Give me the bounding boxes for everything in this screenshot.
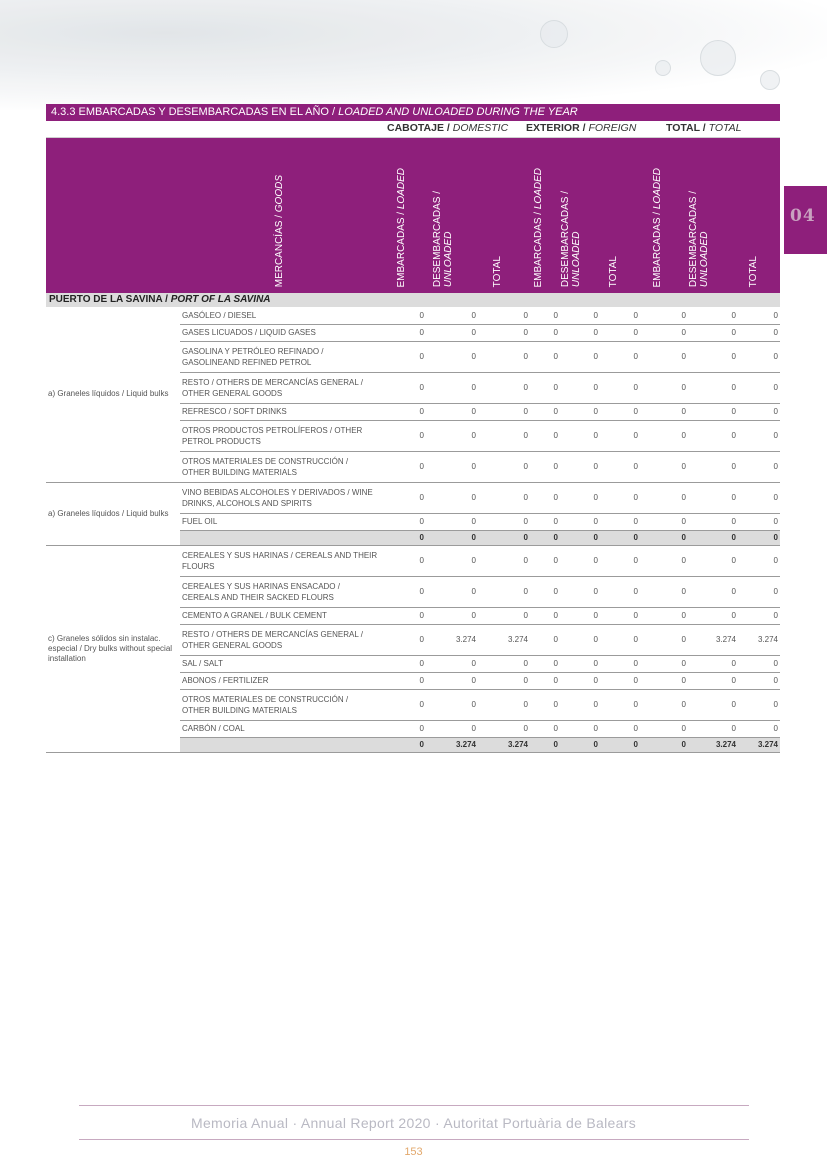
value-cell: 3.274 xyxy=(426,624,478,655)
port-row: PUERTO DE LA SAVINA / PORT OF LA SAVINA xyxy=(46,293,780,307)
header-total-unloaded: DESEMBARCADAS / UNLOADED xyxy=(688,190,710,287)
value-cell: 0 xyxy=(640,451,688,482)
value-cell: 0 xyxy=(688,513,738,530)
value-cell: 0 xyxy=(600,372,640,403)
value-cell: 0 xyxy=(688,403,738,420)
value-cell: 0 xyxy=(738,655,780,672)
value-cell: 0 xyxy=(600,545,640,576)
goods-name: OTROS MATERIALES DE CONSTRUCCIÓN / OTHER BUILDING MATERIALS xyxy=(180,451,380,482)
value-cell: 0 xyxy=(478,307,530,324)
value-cell: 0 xyxy=(560,482,600,513)
value-cell: 0 xyxy=(640,576,688,607)
column-headers xyxy=(46,138,780,293)
total-label xyxy=(180,530,380,545)
value-cell: 0 xyxy=(688,576,738,607)
total-cell: 0 xyxy=(738,530,780,545)
value-cell: 0 xyxy=(380,607,426,624)
goods-name: CEREALES Y SUS HARINAS / CEREALS AND THEIR FLOURS xyxy=(180,545,380,576)
value-cell: 0 xyxy=(738,672,780,689)
value-cell: 0 xyxy=(738,307,780,324)
value-cell: 0 xyxy=(560,341,600,372)
value-cell: 0 xyxy=(478,482,530,513)
goods-name: RESTO / OTHERS DE MERCANCÍAS GENERAL / OTHER GENERAL GOODS xyxy=(180,372,380,403)
value-cell: 0 xyxy=(560,307,600,324)
value-cell: 0 xyxy=(688,341,738,372)
value-cell: 0 xyxy=(560,403,600,420)
value-cell: 0 xyxy=(640,403,688,420)
value-cell: 0 xyxy=(530,324,560,341)
value-cell: 0 xyxy=(640,720,688,737)
value-cell: 0 xyxy=(640,689,688,720)
value-cell: 0 xyxy=(688,420,738,451)
value-cell: 0 xyxy=(688,372,738,403)
value-cell: 0 xyxy=(688,672,738,689)
goods-name: OTROS MATERIALES DE CONSTRUCCIÓN / OTHER BUILDING MATERIALS xyxy=(180,689,380,720)
value-cell: 0 xyxy=(738,720,780,737)
table-title-en: LOADED AND UNLOADED DURING THE YEAR xyxy=(338,106,578,118)
value-cell: 0 xyxy=(600,513,640,530)
data-table xyxy=(46,104,780,753)
value-cell: 0 xyxy=(738,341,780,372)
value-cell: 0 xyxy=(688,655,738,672)
value-cell: 0 xyxy=(426,482,478,513)
total-cell: 0 xyxy=(380,530,426,545)
goods-name: FUEL OIL xyxy=(180,513,380,530)
value-cell: 0 xyxy=(426,420,478,451)
value-cell: 0 xyxy=(478,576,530,607)
total-cell: 0 xyxy=(530,530,560,545)
decorative-bubble xyxy=(760,70,780,90)
value-cell: 0 xyxy=(426,655,478,672)
value-cell: 0 xyxy=(380,372,426,403)
value-cell: 0 xyxy=(600,420,640,451)
footer-divider-top xyxy=(79,1105,749,1106)
value-cell: 0 xyxy=(688,607,738,624)
value-cell: 0 xyxy=(380,324,426,341)
value-cell: 0 xyxy=(688,689,738,720)
total-cell: 0 xyxy=(600,737,640,752)
header-goods: MERCANCÍAS / GOODS xyxy=(274,174,285,287)
value-cell: 0 xyxy=(426,576,478,607)
value-cell: 0 xyxy=(426,545,478,576)
value-cell: 0 xyxy=(426,689,478,720)
value-cell: 0 xyxy=(600,720,640,737)
value-cell: 0 xyxy=(478,324,530,341)
value-cell: 0 xyxy=(738,607,780,624)
header-foreign-total: TOTAL xyxy=(608,255,619,287)
header-domestic-unloaded: DESEMBARCADAS / UNLOADED xyxy=(432,190,454,287)
value-cell: 0 xyxy=(640,324,688,341)
value-cell: 3.274 xyxy=(688,624,738,655)
value-cell: 0 xyxy=(530,513,560,530)
value-cell: 0 xyxy=(600,624,640,655)
value-cell: 0 xyxy=(560,324,600,341)
value-cell: 0 xyxy=(478,655,530,672)
value-cell: 0 xyxy=(380,720,426,737)
goods-name: SAL / SALT xyxy=(180,655,380,672)
value-cell: 0 xyxy=(738,545,780,576)
value-cell: 0 xyxy=(426,513,478,530)
value-cell: 0 xyxy=(688,324,738,341)
value-cell: 0 xyxy=(380,420,426,451)
section-label: c) Graneles sólidos sin instalac. especial / Dry bulks without special installation xyxy=(46,545,180,752)
value-cell: 0 xyxy=(688,307,738,324)
total-cell: 3.274 xyxy=(478,737,530,752)
value-cell: 0 xyxy=(600,307,640,324)
goods-name: CARBÓN / COAL xyxy=(180,720,380,737)
value-cell: 0 xyxy=(560,720,600,737)
goods-name: VINO BEBIDAS ALCOHOLES Y DERIVADOS / WINE DRINKS, ALCOHOLS AND SPIRITS xyxy=(180,482,380,513)
chapter-tab xyxy=(784,186,827,254)
value-cell: 0 xyxy=(738,451,780,482)
value-cell: 0 xyxy=(530,576,560,607)
value-cell: 0 xyxy=(560,576,600,607)
value-cell: 0 xyxy=(478,672,530,689)
value-cell: 0 xyxy=(426,451,478,482)
value-cell: 0 xyxy=(688,720,738,737)
value-cell: 0 xyxy=(380,689,426,720)
value-cell: 0 xyxy=(380,672,426,689)
value-cell: 0 xyxy=(560,689,600,720)
value-cell: 0 xyxy=(380,655,426,672)
value-cell: 0 xyxy=(640,655,688,672)
value-cell: 0 xyxy=(478,403,530,420)
value-cell: 0 xyxy=(426,720,478,737)
total-cell: 3.274 xyxy=(738,737,780,752)
value-cell: 0 xyxy=(380,576,426,607)
value-cell: 0 xyxy=(600,403,640,420)
total-cell: 0 xyxy=(600,530,640,545)
value-cell: 0 xyxy=(380,403,426,420)
total-cell: 0 xyxy=(426,530,478,545)
header-total-loaded: EMBARCADAS / LOADED xyxy=(652,167,663,287)
total-cell: 0 xyxy=(380,737,426,752)
header-foreign-loaded: EMBARCADAS / LOADED xyxy=(533,167,544,287)
value-cell: 0 xyxy=(600,341,640,372)
value-cell: 0 xyxy=(426,607,478,624)
decorative-bubble xyxy=(540,20,568,48)
value-cell: 0 xyxy=(560,513,600,530)
value-cell: 0 xyxy=(560,655,600,672)
table-row xyxy=(46,482,780,513)
value-cell: 0 xyxy=(640,482,688,513)
footer-text: Memoria Anual · Annual Report 2020 · Autoritat Portuària de Balears xyxy=(190,1115,636,1131)
total-cell: 3.274 xyxy=(688,737,738,752)
value-cell: 0 xyxy=(600,607,640,624)
value-cell: 0 xyxy=(380,545,426,576)
value-cell: 0 xyxy=(640,420,688,451)
value-cell: 0 xyxy=(600,689,640,720)
value-cell: 0 xyxy=(530,482,560,513)
value-cell: 0 xyxy=(478,545,530,576)
value-cell: 0 xyxy=(640,307,688,324)
value-cell: 0 xyxy=(426,341,478,372)
goods-table xyxy=(46,307,780,753)
value-cell: 0 xyxy=(600,324,640,341)
value-cell: 0 xyxy=(640,545,688,576)
value-cell: 0 xyxy=(688,482,738,513)
section-label: a) Graneles líquidos / Liquid bulks xyxy=(46,482,180,545)
value-cell: 0 xyxy=(560,420,600,451)
header-foreign-unloaded: DESEMBARCADAS / UNLOADED xyxy=(560,190,582,287)
goods-name: ABONOS / FERTILIZER xyxy=(180,672,380,689)
value-cell: 0 xyxy=(380,341,426,372)
value-cell: 3.274 xyxy=(738,624,780,655)
value-cell: 0 xyxy=(640,624,688,655)
goods-name: CEMENTO A GRANEL / BULK CEMENT xyxy=(180,607,380,624)
value-cell: 0 xyxy=(600,576,640,607)
value-cell: 0 xyxy=(380,513,426,530)
column-groups xyxy=(46,121,780,138)
goods-name: GASOLINA Y PETRÓLEO REFINADO / GASOLINEAND REFINED PETROL xyxy=(180,341,380,372)
value-cell: 0 xyxy=(738,324,780,341)
value-cell: 0 xyxy=(530,624,560,655)
value-cell: 0 xyxy=(426,307,478,324)
header-total-total: TOTAL xyxy=(748,255,759,287)
value-cell: 0 xyxy=(640,607,688,624)
value-cell: 0 xyxy=(478,372,530,403)
goods-name: RESTO / OTHERS DE MERCANCÍAS GENERAL / OTHER GENERAL GOODS xyxy=(180,624,380,655)
value-cell: 0 xyxy=(530,372,560,403)
value-cell: 0 xyxy=(380,307,426,324)
value-cell: 0 xyxy=(738,420,780,451)
value-cell: 0 xyxy=(560,372,600,403)
value-cell: 0 xyxy=(600,451,640,482)
value-cell: 0 xyxy=(530,720,560,737)
value-cell: 0 xyxy=(600,655,640,672)
value-cell: 0 xyxy=(738,513,780,530)
decorative-bubble xyxy=(700,40,736,76)
total-cell: 0 xyxy=(640,737,688,752)
value-cell: 0 xyxy=(560,545,600,576)
table-title: 4.3.3 EMBARCADAS Y DESEMBARCADAS EN EL AÑO / LOADED AND UNLOADED DURING THE YEAR xyxy=(46,104,780,121)
value-cell: 0 xyxy=(600,482,640,513)
value-cell: 0 xyxy=(478,720,530,737)
header-domestic-total: TOTAL xyxy=(492,255,503,287)
value-cell: 0 xyxy=(640,513,688,530)
value-cell: 0 xyxy=(380,482,426,513)
value-cell: 3.274 xyxy=(478,624,530,655)
value-cell: 0 xyxy=(560,607,600,624)
value-cell: 0 xyxy=(738,372,780,403)
table-row xyxy=(46,545,780,576)
value-cell: 0 xyxy=(478,420,530,451)
value-cell: 0 xyxy=(426,372,478,403)
value-cell: 0 xyxy=(688,545,738,576)
value-cell: 0 xyxy=(426,403,478,420)
value-cell: 0 xyxy=(738,403,780,420)
chapter-number: 04 xyxy=(790,206,816,226)
total-cell: 0 xyxy=(560,530,600,545)
value-cell: 0 xyxy=(530,672,560,689)
total-cell: 0 xyxy=(688,530,738,545)
goods-name: GASÓLEO / DIESEL xyxy=(180,307,380,324)
value-cell: 0 xyxy=(530,341,560,372)
value-cell: 0 xyxy=(530,420,560,451)
value-cell: 0 xyxy=(530,689,560,720)
value-cell: 0 xyxy=(380,624,426,655)
total-cell: 0 xyxy=(478,530,530,545)
decorative-bubble xyxy=(655,60,671,76)
goods-name: REFRESCO / SOFT DRINKS xyxy=(180,403,380,420)
value-cell: 0 xyxy=(600,672,640,689)
value-cell: 0 xyxy=(530,607,560,624)
section-label: a) Graneles líquidos / Liquid bulks xyxy=(46,307,180,482)
value-cell: 0 xyxy=(560,672,600,689)
value-cell: 0 xyxy=(426,672,478,689)
total-cell: 0 xyxy=(560,737,600,752)
value-cell: 0 xyxy=(738,689,780,720)
total-label xyxy=(180,737,380,752)
goods-name: GASES LICUADOS / LIQUID GASES xyxy=(180,324,380,341)
value-cell: 0 xyxy=(530,307,560,324)
value-cell: 0 xyxy=(530,655,560,672)
header-domestic-loaded: EMBARCADAS / LOADED xyxy=(396,167,407,287)
total-cell: 0 xyxy=(530,737,560,752)
footer-divider-bottom xyxy=(79,1139,749,1140)
group-total: TOTAL / TOTAL xyxy=(666,122,742,134)
value-cell: 0 xyxy=(478,689,530,720)
table-row xyxy=(46,307,780,324)
value-cell: 0 xyxy=(688,451,738,482)
total-cell: 3.274 xyxy=(426,737,478,752)
table-title-es: 4.3.3 EMBARCADAS Y DESEMBARCADAS EN EL AÑO xyxy=(51,106,329,118)
group-domestic: CABOTAJE / DOMESTIC xyxy=(387,122,509,134)
value-cell: 0 xyxy=(478,607,530,624)
group-foreign: EXTERIOR / FOREIGN xyxy=(526,122,637,134)
value-cell: 0 xyxy=(560,451,600,482)
value-cell: 0 xyxy=(738,482,780,513)
goods-name: OTROS PRODUCTOS PETROLÍFEROS / OTHER PETROL PRODUCTS xyxy=(180,420,380,451)
value-cell: 0 xyxy=(478,341,530,372)
value-cell: 0 xyxy=(640,341,688,372)
value-cell: 0 xyxy=(426,324,478,341)
goods-name: CEREALES Y SUS HARINAS ENSACADO / CEREALS AND THEIR SACKED FLOURS xyxy=(180,576,380,607)
value-cell: 0 xyxy=(530,451,560,482)
total-cell: 0 xyxy=(640,530,688,545)
value-cell: 0 xyxy=(640,672,688,689)
value-cell: 0 xyxy=(478,513,530,530)
page-number: 153 xyxy=(404,1146,423,1158)
value-cell: 0 xyxy=(640,372,688,403)
value-cell: 0 xyxy=(560,624,600,655)
value-cell: 0 xyxy=(380,451,426,482)
value-cell: 0 xyxy=(478,451,530,482)
value-cell: 0 xyxy=(530,403,560,420)
value-cell: 0 xyxy=(738,576,780,607)
value-cell: 0 xyxy=(530,545,560,576)
